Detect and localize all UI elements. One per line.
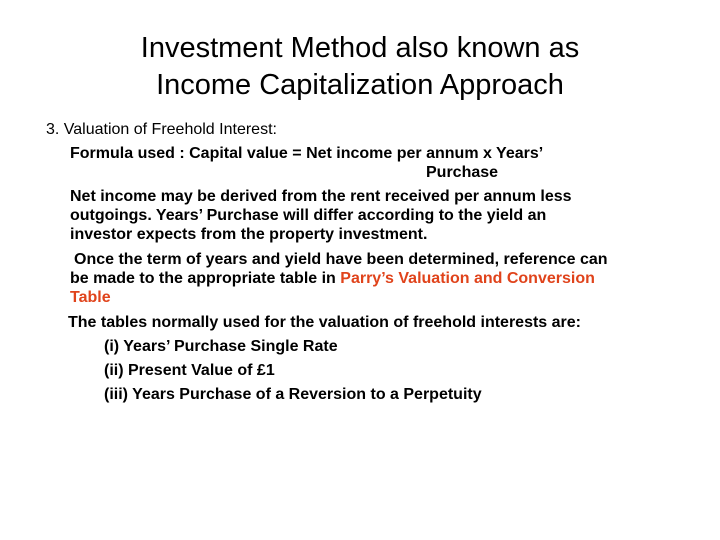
paragraph-2-text: be made to the appropriate table in	[70, 270, 341, 287]
title-line-1: Investment Method also known as	[140, 32, 580, 64]
paragraph-1-line-3: investor expects from the property investment.	[70, 226, 428, 243]
formula-line-2: Purchase	[426, 164, 499, 181]
formula-line-1: Formula used : Capital value = Net income per annum x Years’	[70, 145, 544, 162]
paragraph-2-line-1: Once the term of years and yield have been determined, reference can	[74, 251, 608, 268]
paragraph-1-line-2: outgoings. Years’ Purchase will differ according to the yield an	[70, 207, 547, 224]
table-reference-highlight-end: Table	[70, 289, 111, 306]
list-item-3: (iii) Years Purchase of a Reversion to a Perpetuity	[104, 386, 482, 403]
paragraph-2-line-2	[70, 269, 595, 288]
slide-title	[40, 30, 680, 104]
table-reference-highlight: Parry’s Valuation and Conversion	[340, 270, 595, 287]
paragraph-1-line-1: Net income may be derived from the rent received per annum less	[70, 188, 572, 205]
list-item-2: (ii) Present Value of £1	[104, 362, 275, 379]
section-heading: 3. Valuation of Freehold Interest:	[46, 121, 277, 138]
title-line-2: Income Capitalization Approach	[156, 69, 564, 101]
paragraph-3-line-1: The tables normally used for the valuation of freehold interests are:	[68, 314, 581, 331]
list-item-1: (i) Years’ Purchase Single Rate	[104, 338, 338, 355]
